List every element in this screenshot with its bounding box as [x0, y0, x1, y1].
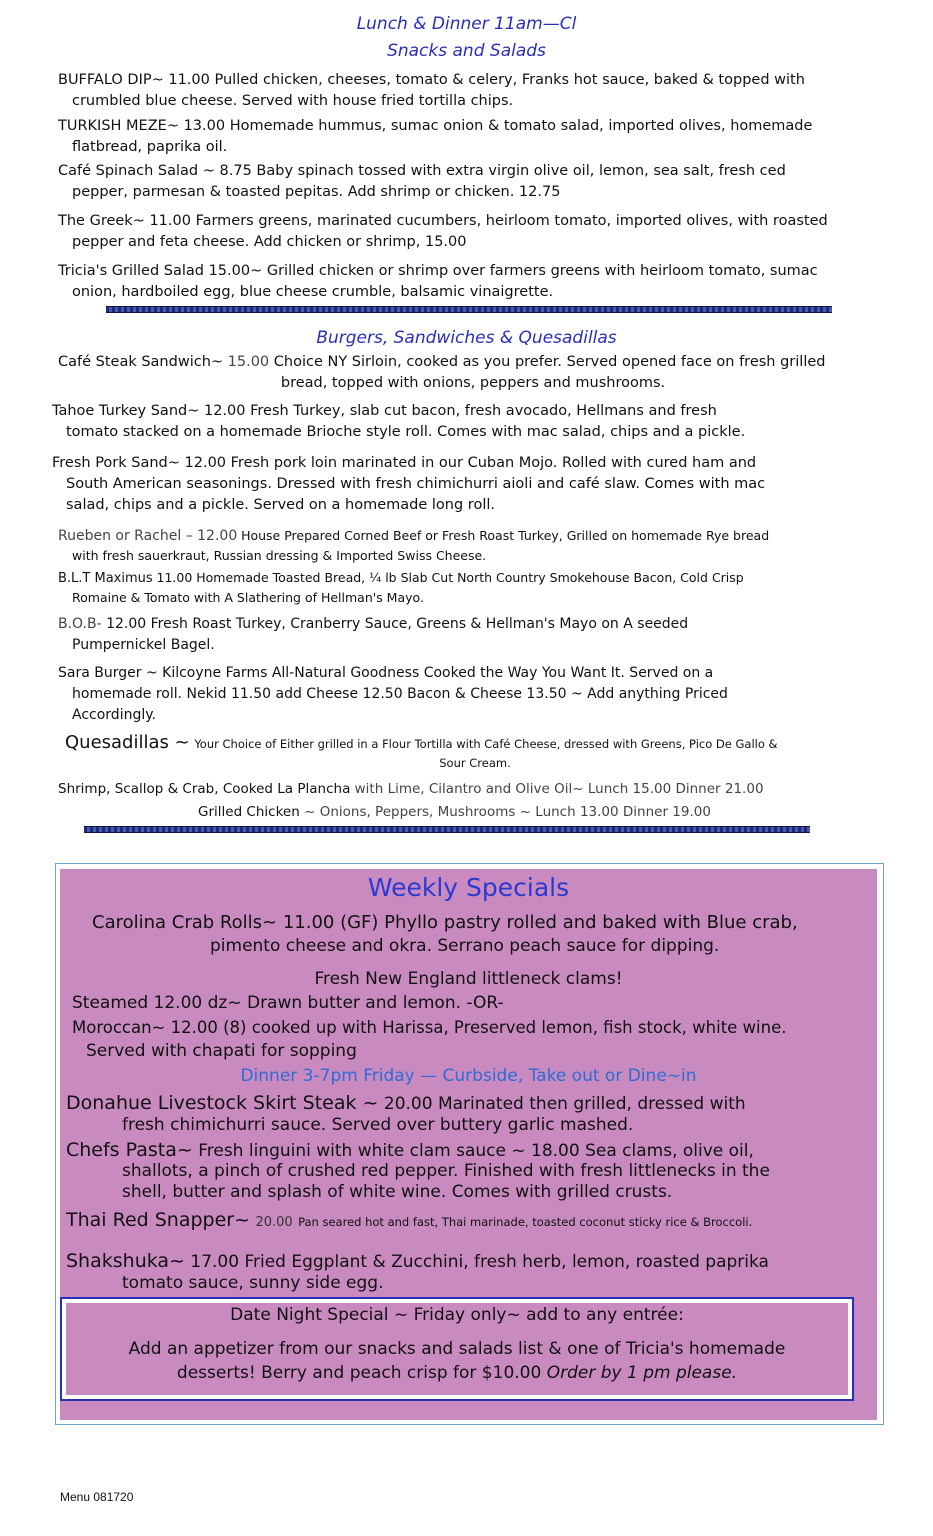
header-hours: Lunch & Dinner 11am—Cl [356, 14, 577, 34]
menu-item-sara-burger: Sara Burger ~ Kilcoyne Farms All-Natural Goodness Cooked the Way You Want It. Served on a homemade roll. Nekid 11.50 add Cheese 12.50 Bacon & Cheese 13.50 ~ Add anything Priced Accordingly. [58, 665, 728, 723]
special-moroccan-clams: Moroccan~ 12.00 (8) cooked up with Harissa, Preserved lemon, fish stock, white wine. [72, 1018, 787, 1037]
menu-version-footer: Menu 081720 [60, 1490, 134, 1504]
quesadilla-option-chicken: Grilled Chicken ~ Onions, Peppers, Mushrooms ~ Lunch 13.00 Dinner 19.00 [198, 804, 711, 820]
special-shakshuka: Shakshuka~ 17.00 Fried Eggplant & Zucchini, fresh herb, lemon, roasted paprika [66, 1250, 769, 1272]
divider [106, 306, 832, 313]
date-night-special-box: Date Night Special ~ Friday only~ add to any entrée: Add an appetizer from our snacks and salads list & one of Tricia's homemade desserts! Berry and peach crisp for $10.00 Order by 1 pm please. [60, 1297, 854, 1401]
menu-item-fresh-pork-sand: Fresh Pork Sand~ 12.00 Fresh pork loin marinated in our Cuban Mojo. Rolled with cured ham and South American seasonings. Dressed with fresh chimichurri aioli and café slaw. Comes with mac salad, chips and a pickle. Served on a homemade long roll. [52, 455, 766, 513]
menu-item-buffalo-dip: BUFFALO DIP~ 11.00 Pulled chicken, cheeses, tomato & celery, Franks hot sauce, baked & topped with crumbled blue cheese. Served with house fried tortilla chips. [58, 72, 805, 109]
quesadilla-option-seafood: Shrimp, Scallop & Crab, Cooked La Plancha with Lime, Cilantro and Olive Oil~ Lunch 15.00 Dinner 21.00 [58, 781, 764, 797]
menu-item-quesadillas: Quesadillas ~ Your Choice of Either grilled in a Flour Tortilla with Café Cheese, dressed with Greens, Pico De Gallo & Sour Cream. [65, 732, 778, 770]
special-steamed-clams: Steamed 12.00 dz~ Drawn butter and lemon. -OR- [72, 993, 504, 1013]
weekly-specials-panel: Weekly Specials Carolina Crab Rolls~ 11.00 (GF) Phyllo pastry rolled and baked with Blue crab, pimento cheese and okra. Serrano peach sauce for dipping. Fresh New England littleneck clams! Steamed 12.00 dz~ Drawn butter and lemon. -OR- Moroccan~ 12.00 (8) cooked up with Harissa, Preserved lemon, fish stock, white wine. Served with chapati for sopping Dinner 3-7pm Friday — Curbside, Take out or Dine~in Donahue Livestock Skirt Steak ~ 20.00 Marinated then grilled, dressed with fresh chimichurri sauce. Served over buttery garlic mashed. Chefs Pasta~ Fresh linguini with white clam sauce ~ 18.00 Sea clams, olive oil, shallots, a pinch of crushed red pepper. Finished with fresh littlenecks in the shell, butter and splash of white wine. Comes with grilled crusts. Thai Red Snapper~ 20.00 Pan seared hot and fast, Thai marinade, toasted coconut sticky rice & Broccoli. Shakshuka~ 17.00 Fried Eggplant & Zucchini, fresh herb, lemon, roasted paprika tomato sauce, sunny side egg. [60, 869, 877, 1420]
menu-item-tricias-grilled-salad: Tricia's Grilled Salad 15.00~ Grilled chicken or shrimp over farmers greens with heirloom tomato, sumac onion, hardboiled egg, blue cheese crumble, balsamic vinaigrette. [58, 263, 818, 300]
date-night-title: Date Night Special ~ Friday only~ add to any entrée: [230, 1305, 684, 1325]
menu-item-spinach-salad: Café Spinach Salad ~ 8.75 Baby spinach tossed with extra virgin olive oil, lemon, sea salt, fresh ced pepper, parmesan & toasted pepitas. Add shrimp or chicken. 12.75 [58, 163, 786, 200]
item-name: BUFFALO DIP~ 11.00 [58, 72, 210, 88]
special-clams-title: Fresh New England littleneck clams! [314, 969, 623, 989]
divider [84, 826, 810, 833]
menu-item-turkish-meze: TURKISH MEZE~ 13.00 Homemade hummus, sumac onion & tomato salad, imported olives, homemade flatbread, paprika oil. [58, 118, 813, 155]
menu-item-rueben-rachel: Rueben or Rachel – 12.00 House Prepared Corned Beef or Fresh Roast Turkey, Grilled on homemade Rye bread with fresh sauerkraut, Russian dressing & Imported Swiss Cheese. [58, 528, 770, 563]
header-section-snacks: Snacks and Salads [387, 41, 546, 61]
menu-item-cafe-steak-sandwich: Café Steak Sandwich~ 15.00 Choice NY Sirloin, cooked as you prefer. Served opened face on fresh grilled bread, topped with onions, peppers and mushrooms. [58, 354, 826, 391]
dinner-header: Dinner 3-7pm Friday — Curbside, Take out or Dine~in [240, 1066, 697, 1086]
special-skirt-steak: Donahue Livestock Skirt Steak ~ 20.00 Marinated then grilled, dressed with [66, 1092, 746, 1114]
menu-item-blt-maximus: B.L.T Maximus 11.00 Homemade Toasted Bread, ¼ lb Slab Cut North Country Smokehouse Bacon, Cold Crisp Romaine & Tomato with A Slathering of Hellman's Mayo. [58, 570, 744, 605]
special-crab-rolls: Carolina Crab Rolls~ 11.00 (GF) Phyllo pastry rolled and baked with Blue crab, [92, 912, 798, 933]
header-section-burgers: Burgers, Sandwiches & Quesadillas [316, 328, 617, 348]
menu-item-bob: B.O.B- 12.00 Fresh Roast Turkey, Cranberry Sauce, Greens & Hellman's Mayo on A seeded Pumpernickel Bagel. [58, 616, 689, 653]
specials-title: Weekly Specials [367, 873, 570, 902]
menu-item-the-greek: The Greek~ 11.00 Farmers greens, marinated cucumbers, heirloom tomato, imported olives, with roasted pepper and feta cheese. Add chicken or shrimp, 15.00 [58, 213, 828, 250]
special-thai-snapper: Thai Red Snapper~ 20.00 Pan seared hot and fast, Thai marinade, toasted coconut sticky rice & Broccoli. [66, 1209, 753, 1231]
special-chefs-pasta: Chefs Pasta~ Fresh linguini with white clam sauce ~ 18.00 Sea clams, olive oil, [66, 1139, 754, 1161]
menu-item-tahoe-turkey: Tahoe Turkey Sand~ 12.00 Fresh Turkey, slab cut bacon, fresh avocado, Hellmans and fresh tomato stacked on a homemade Brioche style roll. Comes with mac salad, chips and a pickle. [52, 403, 746, 440]
